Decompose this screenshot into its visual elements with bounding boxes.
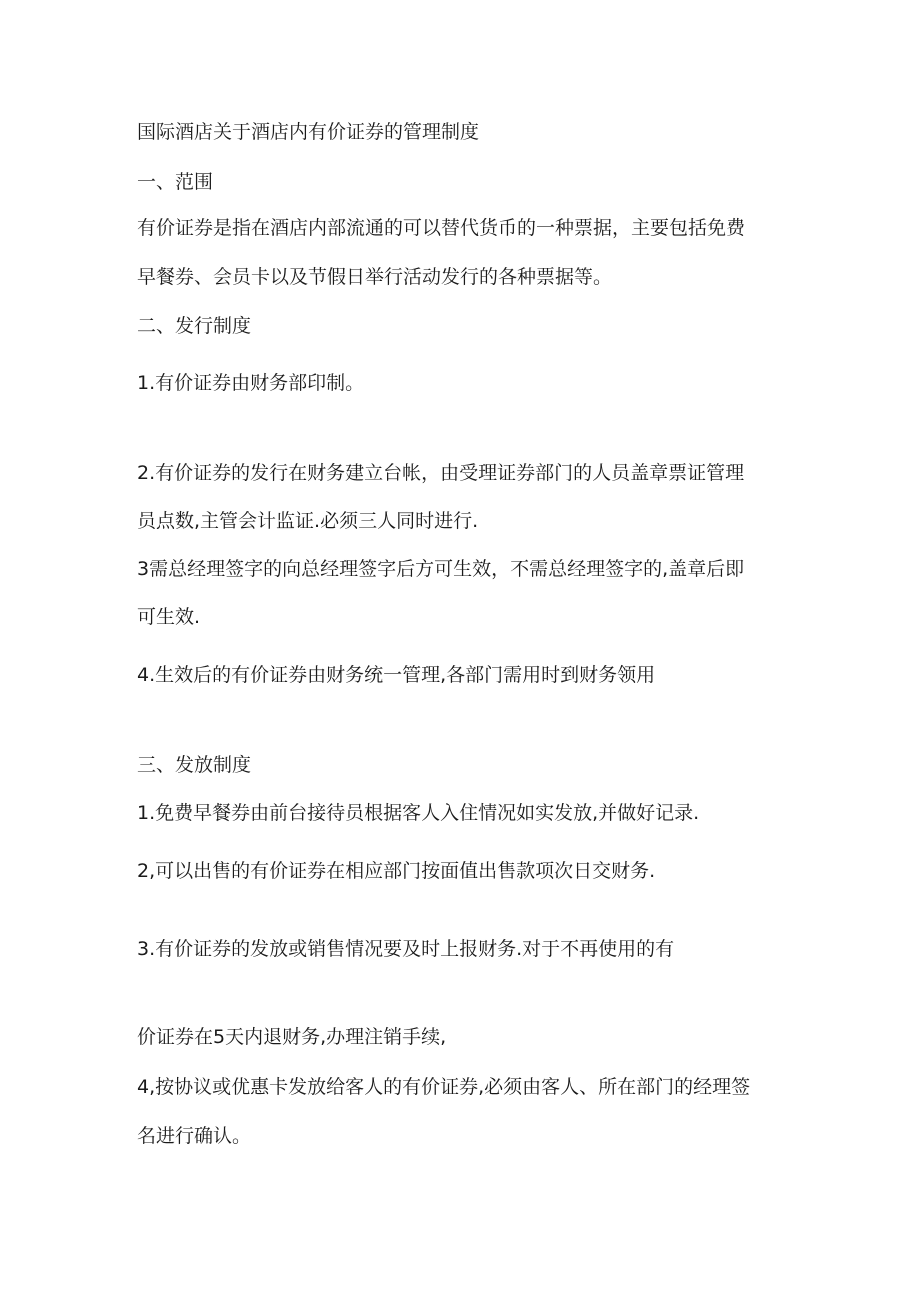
section-heading-distribution: 三、发放制度 xyxy=(137,754,252,776)
distribution-item-4-line-1: 4,按协议或优惠卡发放给客人的有价证券,必须由客人、所在部门的经理签 xyxy=(137,1076,751,1098)
section-heading-issuance: 二、发行制度 xyxy=(137,315,252,337)
issuance-item-4: 4.生效后的有价证券由财务统一管理,各部门需用时到财务领用 xyxy=(137,664,656,686)
issuance-item-2-line-2: 员点数,主管会计监证.必须三人同时进行. xyxy=(137,510,479,532)
distribution-item-2: 2,可以出售的有价证券在相应部门按面值出售款项次日交财务. xyxy=(137,860,656,882)
section-heading-scope: 一、范围 xyxy=(137,171,214,193)
scope-paragraph-line-1: 有价证券是指在酒店内部流通的可以替代货币的一种票据，主要包括免费 xyxy=(137,217,746,239)
issuance-item-1: 1.有价证券由财务部印制。 xyxy=(137,372,365,394)
distribution-item-3-line-2: 价证券在5天内退财务,办理注销手续, xyxy=(137,1026,447,1048)
issuance-item-3-line-1: 3需总经理签字的向总经理签字后方可生效，不需总经理签字的,盖章后即 xyxy=(137,558,745,580)
distribution-item-3-line-1: 3.有价证券的发放或销售情况要及时上报财务.对于不再使用的有 xyxy=(137,938,675,960)
issuance-item-2-line-1: 2.有价证券的发行在财务建立台帐，由受理证券部门的人员盖章票证管理 xyxy=(137,462,745,484)
document-title: 国际酒店关于酒店内有价证券的管理制度 xyxy=(137,121,480,143)
scope-paragraph-line-2: 早餐券、会员卡以及节假日举行活动发行的各种票据等。 xyxy=(137,266,613,288)
distribution-item-1: 1.免费早餐券由前台接待员根据客人入住情况如实发放,并做好记录. xyxy=(137,802,700,824)
distribution-item-4-line-2: 名进行确认。 xyxy=(137,1125,252,1147)
issuance-item-3-line-2: 可生效. xyxy=(137,606,201,628)
